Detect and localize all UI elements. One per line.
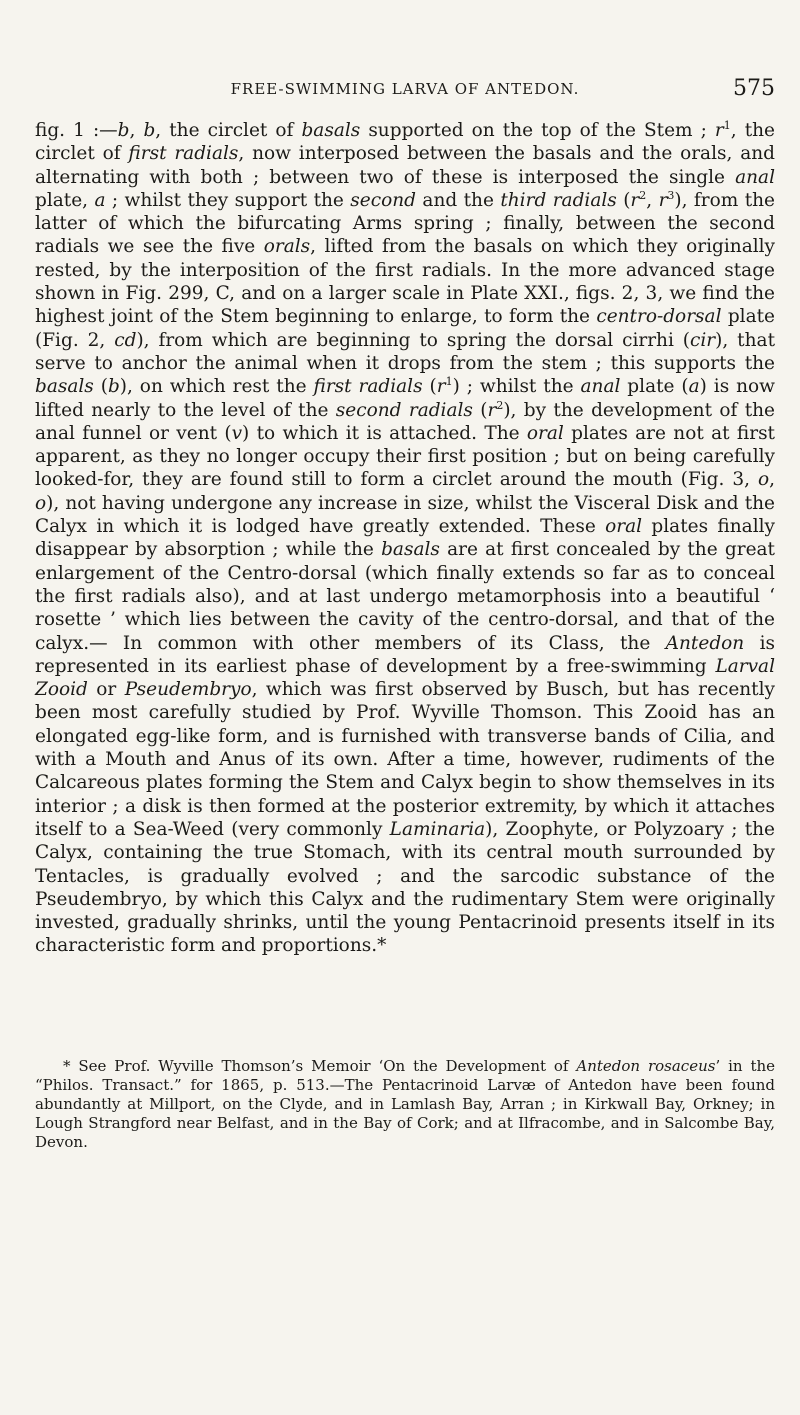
page-header bbox=[35, 76, 775, 106]
paragraph-text: fig. 1 :—b, b, the circlet of basals supported on the top of the Stem ; $r^1$, the circlet of first radials, now interposed between the basals and the orals, and alternating with both ; between two of these is interposed the single anal plate, a ; whilst they support the second and the third radials ($r^2$, $r^3$), from the latter of which the bifurcating Arms spring ; finally, between the second radials we see the five orals, lifted from the basals on which they originally rested, by the interposition of the first radials. In the more advanced stage shown in Fig. 299, C, and on a larger scale in Plate XXI., figs. 2, 3, we find the highest joint of the Stem beginning to enlarge, to form the centro-dorsal plate (Fig. 2, cd), from which are beginning to spring the dorsal cirrhi (cir), that serve to anchor the animal when it drops from the stem ; this supports the basals (b), on which rest the first radials $(r^1)$ ; whilst the anal plate (a) is now lifted nearly to the level of the second radials $(r^2)$, by the development of the anal funnel or vent (v) to which it is attached. The oral plates are not at first apparent, as they no longer occupy their first position ; but on being carefully looked-for, they are found still to form a circlet around the mouth (Fig. 3, o, o), not having undergone any increase in size, whilst the Visceral Disk and the Calyx in which it is lodged have greatly extended. These oral plates finally disappear by absorption ; while the basals are at first concealed by the great enlargement of the Centro-dorsal (which finally extends so far as to conceal the first radials also), and at last undergo metamorphosis into a beautiful ‘ rosette ’ which lies between the cavity of the centro-dorsal, and that of the calyx.— In common with other members of its Class, the Antedon is represented in its earliest phase of development by a free-swimming Larval Zooid or Pseudembryo, which was first observed by Busch, but has recently been most carefully studied by Prof. Wyville Thomson. This Zooid has an elongated egg-like form, and is furnished with transverse bands of Cilia, and with a Mouth and Anus of its own. After a time, however, rudiments of the Calcareous plates forming the Stem and Calyx begin to show themselves in its interior ; a disk is then formed at the posterior extremity, by which it attaches itself to a Sea-Weed (very commonly Laminaria), Zoophyte, or Polyzoary ; the Calyx, containing the true Stomach, with its central mouth surrounded by Tentacles, is gradually evolved ; and the sarcodic substance of the Pseudembryo, by which this Calyx and the rudimentary Stem were originally invested, gradually shrinks, until the young Pentacrinoid presents itself in its characteristic form and proportions.* bbox=[35, 118, 776, 957]
running-title: FREE-SWIMMING LARVA OF ANTEDON. bbox=[230, 80, 580, 98]
footnote bbox=[35, 1057, 775, 1152]
footnote-text: * See Prof. Wyville Thomson’s Memoir ‘On the Development of Antedon rosaceus’ in the “Philos. Transact.” for 1865, p. 513.—The Pentacrinoid Larvæ of Antedon have been found abundantly at Millport, on the Clyde, and in Lamlash Bay, Arran ; in Kirkwall Bay, Orkney; in Lough Strangford near Belfast, and in the Bay of Cork; and at Ilfracombe, and in Salcombe Bay, Devon. bbox=[35, 1057, 776, 1151]
main-paragraph bbox=[35, 119, 775, 958]
page-number: 575 bbox=[733, 76, 775, 101]
